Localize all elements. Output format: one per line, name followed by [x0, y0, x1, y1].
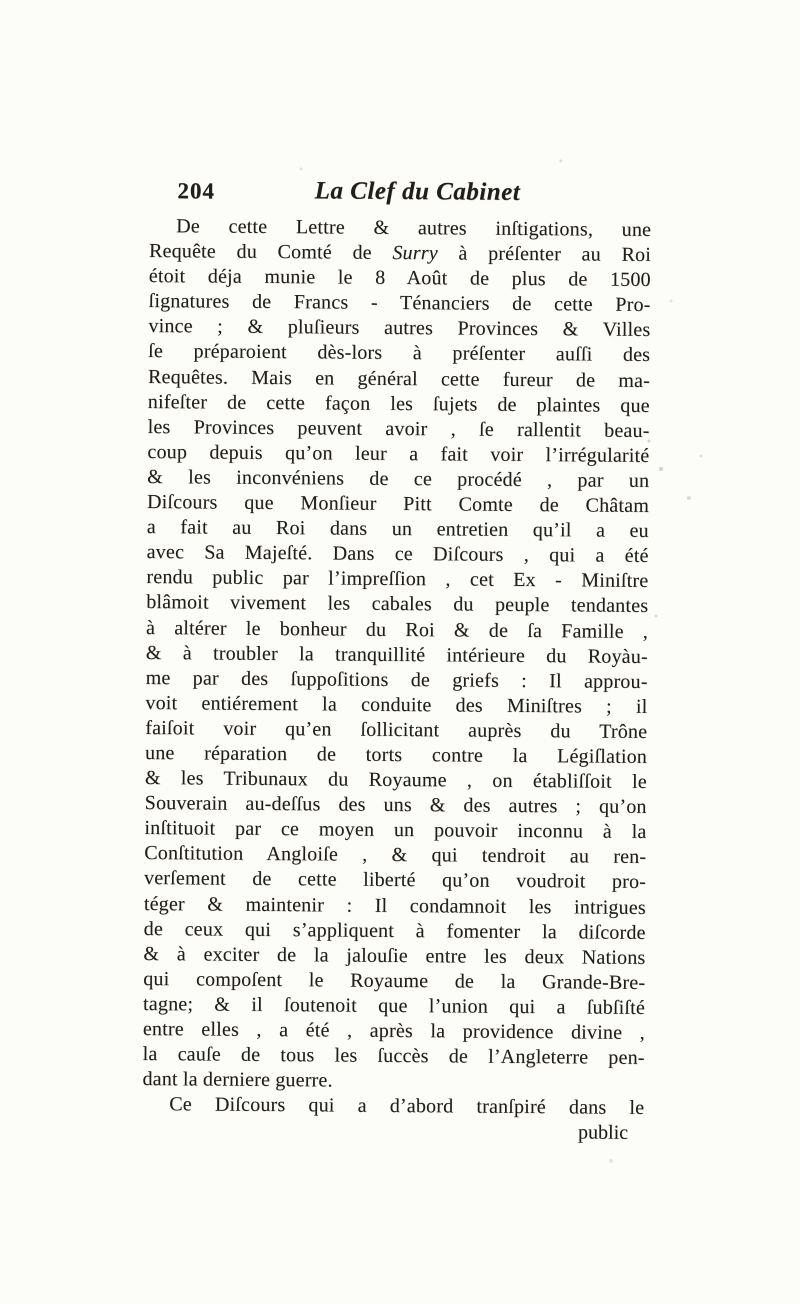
text-line: Requête du Comté de Surry à préſenter au Roi [148, 240, 652, 267]
text-line: rendu public par l’impreſſion , cet Ex - Miniſtre [146, 566, 649, 593]
text-line: entre elles , a été , après la providence divine , [142, 1018, 645, 1044]
scan-noise-speckles [0, 0, 2, 2]
text-line: De cette Lettre & autres inſtigations, une [176, 215, 652, 241]
text-line: Diſcours que Monſieur Pitt Comte de Châtam [146, 491, 650, 517]
text-line: étoit déja munie le 8 Août de plus de 1500 [148, 265, 651, 292]
text-line: verſement de cette liberté qu’on voudroit pro- [143, 867, 647, 894]
text-line: Ce Diſcours qui a d’abord tranſpiré dans le [169, 1093, 645, 1120]
text-line: & les Tribunaux du Royaume , on établiſſoit le [144, 767, 647, 794]
text-line: coup depuis qu’on leur a fait voir l’irrégularité [147, 440, 650, 467]
catchword: public [578, 1121, 629, 1145]
text-line: de ceux qui s’appliquent à fomenter la diſcorde [143, 917, 646, 944]
text-line: & à troubler la tranquillité intérieure du Royàu- [145, 641, 648, 668]
text-line: ſe préparoient dès-lors à préſenter auſſi des [148, 340, 651, 367]
text-line: Requêtes. Mais en général cette fureur de ma- [147, 365, 651, 392]
text-line: les Provinces peuvent avoir , ſe rallentit beau- [147, 415, 650, 442]
text-line: nifeſter de cette façon les ſujets de plaintes que [147, 390, 650, 417]
page-header [149, 176, 651, 214]
text-line: une réparation de torts contre la Légiſlation [144, 741, 648, 768]
text-line: & les inconvéniens de ce procédé , par un [147, 465, 650, 492]
text-line: avec Sa Majeſté. Dans ce Diſcours , qui a été [146, 541, 649, 568]
text-block [142, 176, 652, 1146]
running-title: La Clef du Cabinet [314, 177, 521, 206]
text-line: a fait au Roi dans un entretien qu’il a eu [146, 516, 649, 543]
text-line: ſignatures de Francs - Ténanciers de cette Pro- [148, 290, 651, 317]
text-line: vince ; & pluſieurs autres Provinces & Villes [148, 315, 651, 342]
page-number: 204 [177, 178, 216, 204]
text-line: & à exciter de la jalouſie entre les deux Nations [143, 942, 646, 969]
text-line: voit entiérement la conduite des Miniſtres ; il [145, 691, 648, 718]
text-line: inſtituoit par ce moyen un pouvoir inconnu à la [144, 817, 647, 844]
text-line: Souverain au-deſſus des uns & des autres ; qu’on [144, 792, 647, 819]
catchword-row [142, 1117, 644, 1146]
text-line: me par des ſuppoſitions de griefs : Il approu- [145, 666, 648, 693]
text-line: téger & maintenir : Il condamnoit les intrigues [143, 892, 646, 919]
text-line: à altérer le bonheur du Roi & de ſa Famille , [145, 616, 649, 643]
text-line: Conſtitution Angloiſe , & qui tendroit au ren- [144, 842, 647, 869]
text-line: tagne; & il ſoutenoit que l’union qui a ſubſiſté [143, 992, 646, 1019]
text-line: blâmoit vivement les cabales du peuple tendantes [146, 591, 649, 618]
text-line: la cauſe de tous les ſuccès de l’Angleterre pen- [142, 1043, 645, 1070]
body-text [142, 214, 651, 1121]
text-line: dant la derniere guerre. [142, 1068, 333, 1092]
text-line: faiſoit voir qu’en ſollicitant auprès du Trône [145, 716, 648, 743]
text-line: qui compoſent le Royaume de la Grande-Bre- [143, 967, 646, 994]
